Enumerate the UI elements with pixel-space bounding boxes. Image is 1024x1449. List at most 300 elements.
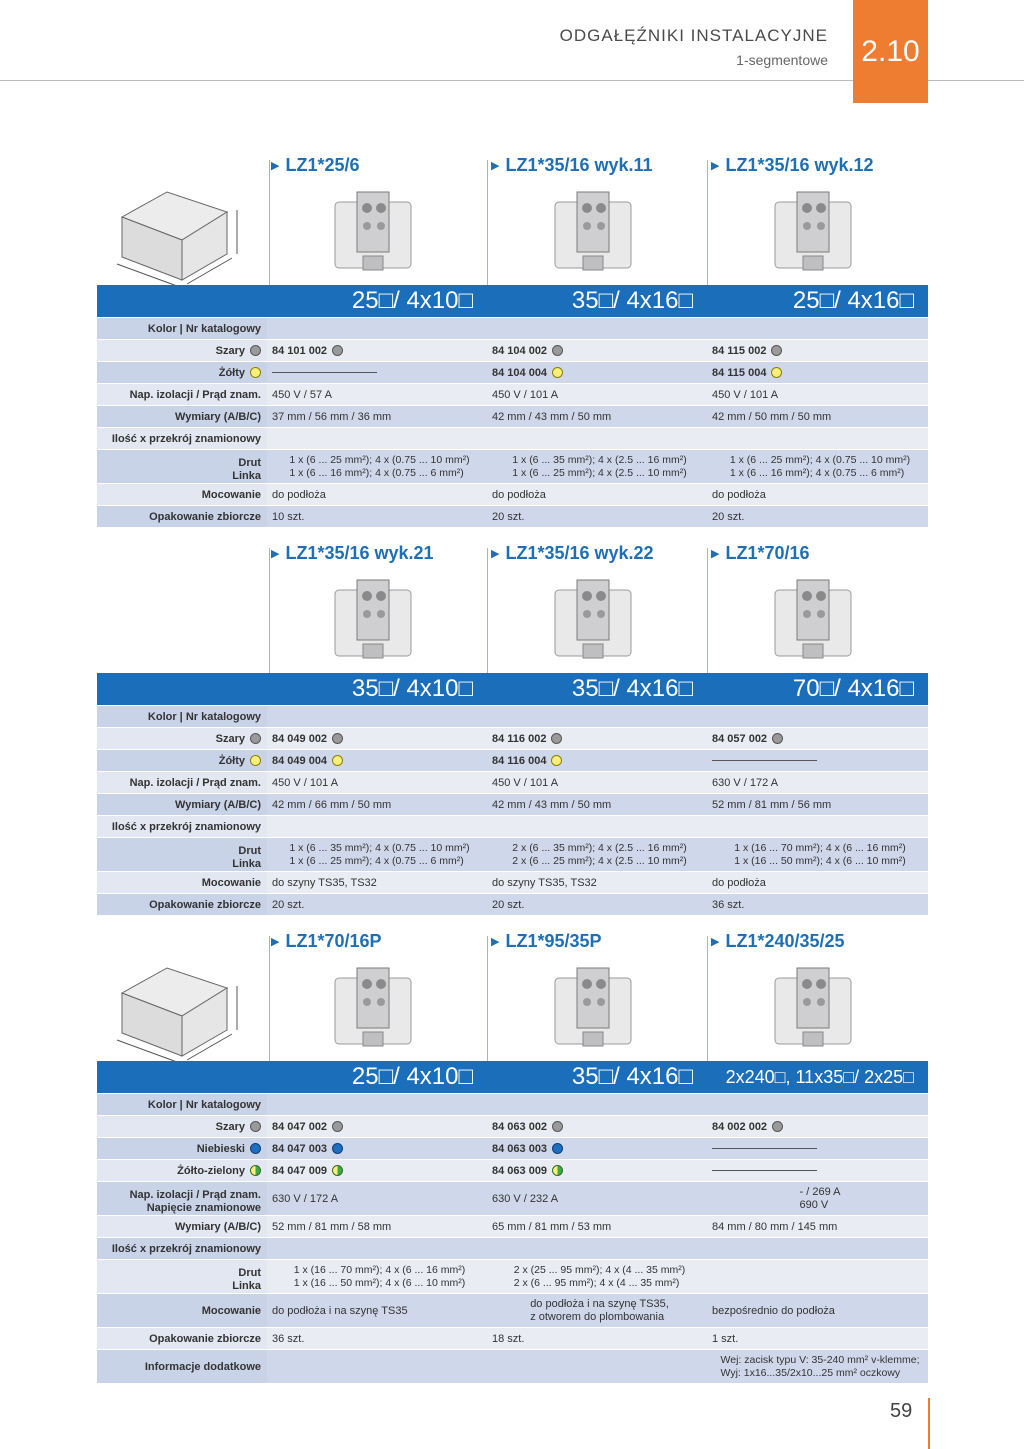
spec-label [97, 1350, 267, 1383]
product-name: LZ1*240/35/25 [725, 931, 845, 951]
spec-cell [487, 816, 707, 837]
spec-value: 84 049 002 [272, 732, 328, 745]
spec-value: 84 063 009 [492, 1164, 548, 1177]
color-dot-gray-icon [551, 733, 562, 744]
spec-cell [267, 406, 487, 427]
color-dot-gray-icon [250, 1121, 261, 1132]
color-dot-gray-icon [772, 733, 783, 744]
color-dot-blue-icon [552, 1143, 563, 1154]
spec-label-text: Mocowanie [201, 488, 261, 501]
spec-cell [487, 894, 707, 915]
spec-label [97, 1238, 267, 1259]
product-image [327, 572, 419, 667]
spec-value: 450 V / 101 A [492, 388, 559, 401]
spec-row [97, 1259, 928, 1293]
color-dot-yg-icon [250, 1165, 261, 1176]
spec-label-text: Kolor | Nr katalogowy [147, 1098, 261, 1111]
spec-label [97, 1160, 267, 1181]
spec-cell [267, 1116, 487, 1137]
spec-cell: 1 x (16 ... 70 mm²); 4 x (6 ... 16 mm²) 1 x (16 ... 50 mm²); 4 x (6 ... 10 mm²) [707, 838, 928, 871]
cross-section-badge: 35□/ 4x16□ [571, 675, 693, 702]
spec-row [97, 383, 928, 405]
spec-label-text: Ilość x przekrój znamionowy [111, 432, 261, 445]
color-dot-yellow-icon [332, 755, 343, 766]
spec-label-text: Kolor | Nr katalogowy [147, 322, 261, 335]
spec-label [97, 750, 267, 771]
column-divider [707, 936, 708, 1061]
spec-row [97, 405, 928, 427]
product-name: LZ1*35/16 wyk.21 [285, 543, 434, 563]
spec-cell [487, 1238, 707, 1259]
spec-label [97, 872, 267, 893]
spec-cell [707, 794, 928, 815]
spec-row [97, 893, 928, 915]
header-title: ODGAŁĘŹNIKI INSTALACYJNE [559, 26, 828, 45]
spec-label-text: Opakowanie zbiorcze [149, 898, 261, 911]
spec-label [97, 728, 267, 749]
spec-row [97, 705, 928, 727]
spec-label-text: Ilość x przekrój znamionowy [111, 1242, 261, 1255]
spec-label-text: Mocowanie [201, 1304, 261, 1317]
spec-label-text: Wymiary (A/B/C) [175, 798, 261, 811]
product-title [711, 155, 874, 176]
spec-label-text: Nap. izolacji / Prąd znam. [129, 776, 261, 789]
product-name: LZ1*95/35P [505, 931, 602, 951]
arrow-icon: ▶ [491, 548, 500, 560]
color-dot-yellow-icon [250, 755, 261, 766]
spec-row [97, 1115, 928, 1137]
spec-cell: 2 x (6 ... 35 mm²); 4 x (2.5 ... 16 mm²) 2 x (6 ... 25 mm²); 4 x (2.5 ... 10 mm²) [487, 838, 707, 871]
spec-label [97, 340, 267, 361]
spec-cell [267, 728, 487, 749]
spec-cell [487, 318, 707, 339]
color-dot-gray-icon [332, 1121, 343, 1132]
header-subtitle: 1-segmentowe [736, 52, 828, 68]
spec-value: 20 szt. [492, 898, 525, 911]
spec-cell [707, 384, 928, 405]
column-divider [269, 548, 270, 673]
product-title [271, 155, 360, 176]
column-divider [487, 936, 488, 1061]
spec-cell [267, 1328, 487, 1349]
product-title [491, 931, 602, 952]
spec-cell [487, 728, 707, 749]
spec-label [97, 894, 267, 915]
spec-value: 630 V / 172 A [272, 1192, 339, 1205]
spec-label-text: Wymiary (A/B/C) [175, 1220, 261, 1233]
spec-cell [707, 1238, 928, 1259]
spec-label [97, 1216, 267, 1237]
spec-value: 84 116 002 [492, 732, 547, 745]
color-dot-blue-icon [332, 1143, 343, 1154]
color-dot-gray-icon [771, 345, 782, 356]
spec-row [97, 1293, 928, 1327]
spec-label [97, 706, 267, 727]
spec-cell: 1 x (6 ... 25 mm²); 4 x (0.75 ... 10 mm²) 1 x (6 ... 16 mm²); 4 x (0.75 ... 6 mm²) [707, 450, 928, 483]
page-number-line [928, 1398, 930, 1449]
spec-cell [487, 1160, 707, 1181]
spec-band [97, 285, 928, 317]
spec-value: 450 V / 57 A [272, 388, 332, 401]
spec-row [97, 1159, 928, 1181]
color-dot-blue-icon [250, 1143, 261, 1154]
color-dot-yellow-icon [552, 367, 563, 378]
cross-section-badge: 25□/ 4x10□ [351, 287, 473, 314]
arrow-icon: ▶ [491, 160, 500, 172]
cross-section-badge: 25□/ 4x10□ [351, 1063, 473, 1090]
spec-value: 450 V / 101 A [712, 388, 779, 401]
spec-label [97, 406, 267, 427]
spec-row [97, 1327, 928, 1349]
spec-value: 52 mm / 81 mm / 56 mm [712, 798, 832, 811]
color-dot-yellow-icon [250, 367, 261, 378]
arrow-icon: ▶ [271, 548, 280, 560]
color-dot-yellow-icon [771, 367, 782, 378]
spec-cell: 1 x (6 ... 35 mm²); 4 x (0.75 ... 10 mm²) 1 x (6 ... 25 mm²); 4 x (0.75 ... 6 mm²) [267, 838, 487, 871]
spec-cell [487, 384, 707, 405]
color-dot-gray-icon [250, 345, 261, 356]
spec-value: bezpośrednio do podłoża [712, 1304, 835, 1317]
spec-label [97, 506, 267, 527]
spec-value: 84 116 004 [492, 754, 547, 767]
product-name: LZ1*35/16 wyk.12 [725, 155, 874, 175]
product-image [767, 960, 859, 1055]
column-divider [707, 160, 708, 285]
spec-value: 630 V / 232 A [492, 1192, 559, 1205]
spec-cell [487, 794, 707, 815]
spec-label-text: Żółty [218, 754, 245, 767]
spec-cell [707, 1328, 928, 1349]
spec-label-text: Wymiary (A/B/C) [175, 410, 261, 423]
spec-row [97, 749, 928, 771]
spec-row [97, 317, 928, 339]
section-number-box: 2.10 [853, 0, 928, 103]
spec-row [97, 483, 928, 505]
spec-cell [487, 1328, 707, 1349]
arrow-icon: ▶ [271, 160, 280, 172]
spec-cell [267, 816, 487, 837]
spec-value: 84 104 002 [492, 344, 548, 357]
spec-cell [267, 1238, 487, 1259]
arrow-icon: ▶ [711, 548, 720, 560]
arrow-icon: ▶ [271, 936, 280, 948]
spec-cell [487, 340, 707, 361]
spec-cell [487, 362, 707, 383]
spec-value: 84 063 003 [492, 1142, 548, 1155]
spec-value: 84 049 004 [272, 754, 328, 767]
spec-label [97, 1328, 267, 1349]
spec-value: 84 047 003 [272, 1142, 328, 1155]
spec-label-text: Mocowanie [201, 876, 261, 889]
spec-cell: 1 x (6 ... 35 mm²); 4 x (2.5 ... 16 mm²) 1 x (6 ... 25 mm²); 4 x (2.5 ... 10 mm²) [487, 450, 707, 483]
spec-cell [707, 362, 928, 383]
spec-cell [707, 1094, 928, 1115]
spec-cell: 2 x (25 ... 95 mm²); 4 x (4 ... 35 mm²) 2 x (6 ... 95 mm²); 4 x (4 ... 35 mm²) [487, 1260, 707, 1293]
page-number: 59 [890, 1400, 913, 1422]
product-name: LZ1*35/16 wyk.11 [505, 155, 653, 175]
spec-cell [487, 772, 707, 793]
spec-cell [267, 1182, 487, 1215]
spec-cell [487, 428, 707, 449]
spec-cell [487, 1350, 707, 1383]
product-name: LZ1*35/16 wyk.22 [505, 543, 654, 563]
spec-value: 84 101 002 [272, 344, 328, 357]
column-divider [487, 160, 488, 285]
spec-cell [707, 1260, 928, 1293]
spec-row [97, 1137, 928, 1159]
spec-cell [707, 428, 928, 449]
column-divider [487, 548, 488, 673]
spec-row [97, 1215, 928, 1237]
spec-value: 10 szt. [272, 510, 305, 523]
not-available-line [272, 372, 377, 373]
product-title [271, 931, 382, 952]
spec-cell [267, 872, 487, 893]
spec-cell: 1 x (16 ... 70 mm²); 4 x (6 ... 16 mm²) 1 x (16 ... 50 mm²); 4 x (6 ... 10 mm²) [267, 1260, 487, 1293]
spec-value: 84 047 002 [272, 1120, 328, 1133]
product-image [547, 960, 639, 1055]
spec-value: 630 V / 172 A [712, 776, 779, 789]
spec-row [97, 449, 928, 483]
spec-cell [267, 506, 487, 527]
spec-label [97, 484, 267, 505]
not-available-line [712, 1148, 817, 1149]
spec-value: 65 mm / 81 mm / 53 mm [492, 1220, 612, 1233]
spec-value: do podłoża [712, 876, 766, 889]
spec-label [97, 1294, 267, 1327]
spec-cell [267, 1294, 487, 1327]
cross-section-badge: 2x240□, 11x35□/ 2x25□ [725, 1066, 914, 1087]
spec-cell [267, 362, 487, 383]
column-divider [269, 936, 270, 1061]
spec-value: 84 057 002 [712, 732, 768, 745]
product-image [767, 572, 859, 667]
spec-cell [707, 1294, 928, 1327]
spec-cell [707, 318, 928, 339]
spec-label [97, 1094, 267, 1115]
spec-cell [267, 772, 487, 793]
spec-value: do podłoża i na szynę TS35 [272, 1304, 408, 1317]
spec-row [97, 339, 928, 361]
cross-section-badge: 35□/ 4x10□ [351, 675, 473, 702]
spec-cell [267, 484, 487, 505]
spec-value: 84 002 002 [712, 1120, 768, 1133]
spec-row [97, 1237, 928, 1259]
spec-row [97, 1349, 928, 1383]
arrow-icon: ▶ [711, 160, 720, 172]
arrow-icon: ▶ [491, 936, 500, 948]
spec-cell [487, 506, 707, 527]
spec-cell [487, 1182, 707, 1215]
spec-label [97, 428, 267, 449]
spec-value: 450 V / 101 A [492, 776, 559, 789]
spec-row [97, 1181, 928, 1215]
spec-value: 450 V / 101 A [272, 776, 339, 789]
spec-label: Drut Linka [232, 457, 261, 482]
spec-cell [487, 1116, 707, 1137]
spec-value: 84 115 002 [712, 344, 767, 357]
spec-cell [267, 794, 487, 815]
spec-value: 20 szt. [492, 510, 525, 523]
color-dot-yg-icon [332, 1165, 343, 1176]
color-dot-gray-icon [332, 345, 343, 356]
color-dot-yg-icon [552, 1165, 563, 1176]
spec-value: 18 szt. [492, 1332, 525, 1345]
color-dot-gray-icon [250, 733, 261, 744]
spec-label-text: Żółty [218, 366, 245, 379]
spec-cell [267, 750, 487, 771]
spec-cell [267, 1160, 487, 1181]
spec-cell [707, 1216, 928, 1237]
cross-section-badge: 25□/ 4x16□ [792, 287, 914, 314]
spec-cell [487, 750, 707, 771]
spec-cell [267, 894, 487, 915]
product-image [327, 184, 419, 279]
spec-value: 42 mm / 43 mm / 50 mm [492, 798, 612, 811]
spec-label-text: Kolor | Nr katalogowy [147, 710, 261, 723]
color-dot-gray-icon [332, 733, 343, 744]
spec-label [97, 794, 267, 815]
color-dot-yellow-icon [551, 755, 562, 766]
spec-label-text: Opakowanie zbiorcze [149, 1332, 261, 1345]
spec-label: Nap. izolacji / Prąd znam. Napięcie znamionowe [129, 1189, 261, 1214]
spec-row [97, 727, 928, 749]
spec-cell: - / 269 A 690 V [707, 1182, 928, 1215]
spec-label-text: Opakowanie zbiorcze [149, 510, 261, 523]
spec-value: 42 mm / 43 mm / 50 mm [492, 410, 612, 423]
spec-value: 20 szt. [712, 510, 745, 523]
product-section [97, 540, 928, 915]
product-image [547, 184, 639, 279]
product-title [711, 543, 810, 564]
spec-label [97, 772, 267, 793]
color-dot-gray-icon [552, 1121, 563, 1132]
spec-cell [707, 506, 928, 527]
spec-cell [707, 772, 928, 793]
color-dot-gray-icon [552, 345, 563, 356]
spec-value: 84 mm / 80 mm / 145 mm [712, 1220, 838, 1233]
spec-value: 84 115 004 [712, 366, 767, 379]
cross-section-badge: 35□/ 4x16□ [571, 287, 693, 314]
spec-cell [267, 340, 487, 361]
spec-value: do podłoża [712, 488, 766, 501]
spec-value: do podłoża [272, 488, 326, 501]
color-dot-gray-icon [772, 1121, 783, 1132]
spec-label-text: Żółto-zielony [177, 1164, 245, 1177]
spec-cell [267, 1350, 487, 1383]
spec-row [97, 871, 928, 893]
spec-label-text: Ilość x przekrój znamionowy [111, 820, 261, 833]
spec-value: 84 104 004 [492, 366, 548, 379]
product-section [97, 928, 928, 1383]
spec-cell [707, 484, 928, 505]
spec-cell: 1 x (6 ... 25 mm²); 4 x (0.75 ... 10 mm²) 1 x (6 ... 16 mm²); 4 x (0.75 ... 6 mm²) [267, 450, 487, 483]
spec-label [97, 384, 267, 405]
spec-label-text: Szary [215, 344, 245, 357]
spec-value: do szyny TS35, TS32 [492, 876, 597, 889]
spec-value: 20 szt. [272, 898, 305, 911]
spec-label-text: Informacje dodatkowe [144, 1360, 261, 1373]
spec-cell [267, 384, 487, 405]
dimension-diagram [97, 938, 262, 1063]
column-divider [269, 160, 270, 285]
spec-row [97, 815, 928, 837]
spec-row [97, 793, 928, 815]
spec-band [97, 1061, 928, 1093]
spec-value: 52 mm / 81 mm / 58 mm [272, 1220, 392, 1233]
column-divider [707, 548, 708, 673]
spec-cell [707, 706, 928, 727]
spec-row [97, 505, 928, 527]
spec-cell [267, 1138, 487, 1159]
spec-value: 1 szt. [712, 1332, 739, 1345]
spec-cell [487, 1216, 707, 1237]
spec-cell [487, 406, 707, 427]
spec-label-text: Nap. izolacji / Prąd znam. [129, 388, 261, 401]
spec-value: 42 mm / 66 mm / 50 mm [272, 798, 392, 811]
spec-cell [707, 872, 928, 893]
product-image [767, 184, 859, 279]
spec-value: 36 szt. [272, 1332, 305, 1345]
spec-value: 36 szt. [712, 898, 745, 911]
spec-label-text: Szary [215, 732, 245, 745]
product-name: LZ1*70/16 [725, 543, 810, 563]
product-name: LZ1*25/6 [285, 155, 360, 175]
spec-label [97, 1138, 267, 1159]
spec-cell [707, 406, 928, 427]
spec-row [97, 427, 928, 449]
product-name: LZ1*70/16P [285, 931, 382, 951]
not-available-line [712, 1170, 817, 1171]
cross-section-badge: 70□/ 4x16□ [792, 675, 914, 702]
cross-section-badge: 35□/ 4x16□ [571, 1063, 693, 1090]
spec-value: 84 063 002 [492, 1120, 548, 1133]
spec-cell [267, 428, 487, 449]
spec-label [97, 362, 267, 383]
spec-cell [707, 1138, 928, 1159]
spec-value: 37 mm / 56 mm / 36 mm [272, 410, 392, 423]
spec-label: Drut Linka [232, 845, 261, 870]
spec-label [97, 1116, 267, 1137]
dimension-diagram [97, 162, 262, 287]
spec-cell [267, 706, 487, 727]
spec-cell [267, 318, 487, 339]
spec-cell [267, 1216, 487, 1237]
spec-row [97, 837, 928, 871]
spec-cell [487, 872, 707, 893]
spec-label [97, 816, 267, 837]
spec-cell [707, 816, 928, 837]
product-section [97, 152, 928, 527]
spec-cell [707, 750, 928, 771]
spec-cell [707, 1160, 928, 1181]
spec-value: 84 047 009 [272, 1164, 328, 1177]
spec-cell [707, 728, 928, 749]
spec-cell [707, 894, 928, 915]
spec-cell [487, 1138, 707, 1159]
spec-cell [267, 1094, 487, 1115]
spec-value: do podłoża [492, 488, 546, 501]
spec-label-text: Szary [215, 1120, 245, 1133]
spec-row [97, 361, 928, 383]
spec-value: do szyny TS35, TS32 [272, 876, 377, 889]
spec-label: Drut Linka [232, 1267, 261, 1292]
spec-cell: Wej: zacisk typu V: 35-240 mm² v-klemme; Wyj: 1x16...35/2x10...25 mm² oczkowy [707, 1350, 928, 1383]
product-title [271, 543, 434, 564]
spec-label-text: Niebieski [196, 1142, 245, 1155]
arrow-icon: ▶ [711, 936, 720, 948]
spec-band [97, 673, 928, 705]
